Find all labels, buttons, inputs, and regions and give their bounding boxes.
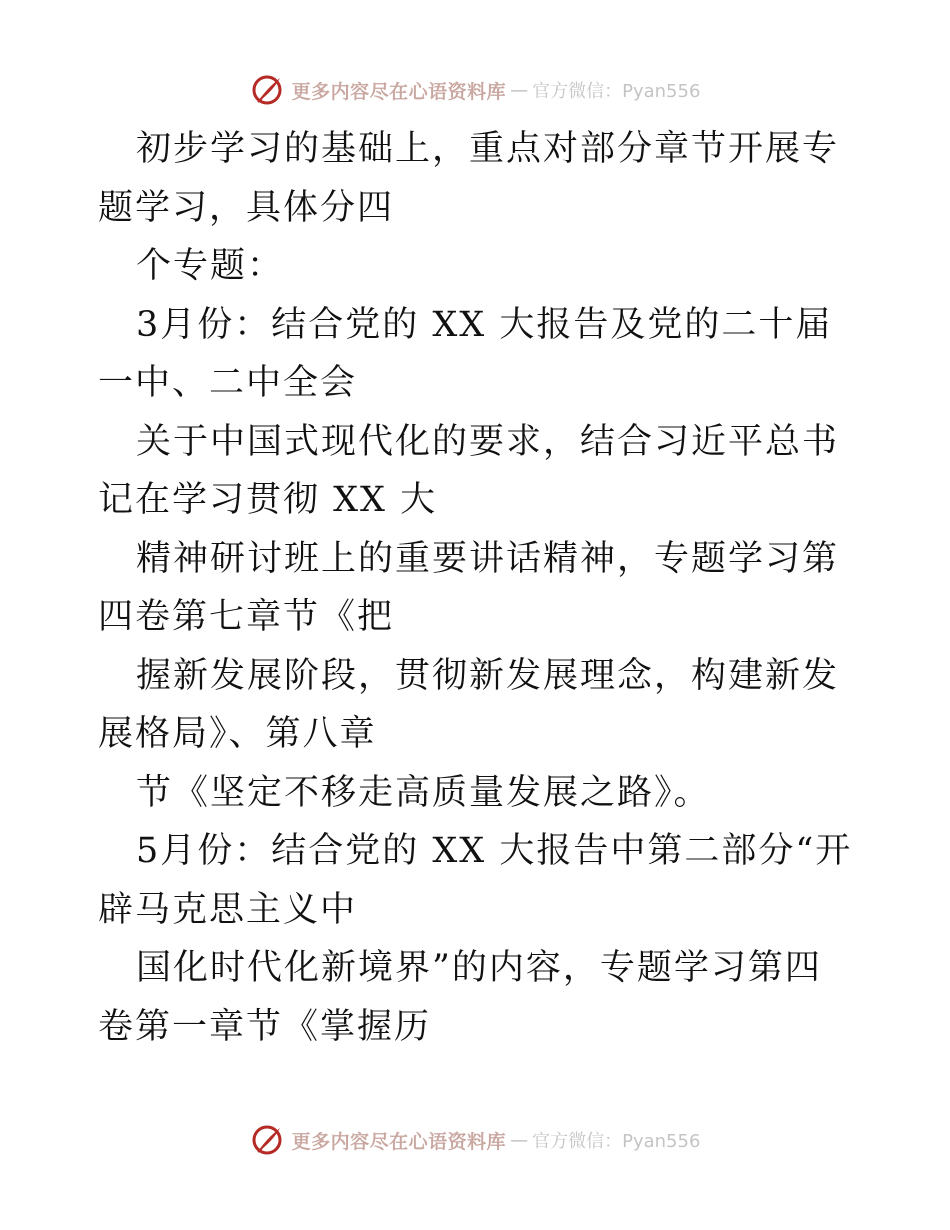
watermark-dash: — — [510, 79, 529, 101]
footer-watermark — [0, 1120, 950, 1160]
header-watermark — [0, 70, 950, 110]
watermark-contact: 官方微信：Pyan556 — [532, 81, 701, 102]
quill-logo-icon — [250, 1123, 284, 1157]
paragraph: 初步学习的基础上，重点对部分章节开展专题学习，具体分四 — [98, 129, 840, 228]
watermark-contact: 官方微信：Pyan556 — [532, 1131, 701, 1152]
watermark-brand: 更多内容尽在心语资料库 — [291, 80, 507, 103]
paragraph: 个专题： — [136, 246, 285, 286]
paragraph: 关于中国式现代化的要求，结合习近平总书记在学习贯彻 XX 大 — [98, 421, 840, 520]
paragraph: 5月份：结合党的 XX 大报告中第二部分“开辟马克思主义中 — [98, 831, 853, 930]
paragraph: 3月份：结合党的 XX 大报告及党的二十届一中、二中全会 — [98, 304, 833, 403]
paragraph: 握新发展阶段，贯彻新发展理念，构建新发展格局》、第八章 — [98, 655, 840, 754]
paragraph: 精神研讨班上的重要讲话精神，专题学习第四卷第七章节《把 — [98, 538, 840, 637]
paragraph: 国化时代化新境界”的内容，专题学习第四卷第一章节《掌握历 — [98, 948, 822, 1047]
paragraph: 节《坚定不移走高质量发展之路》。 — [136, 772, 711, 813]
watermark-dash: — — [510, 1129, 529, 1151]
quill-logo-icon — [250, 73, 284, 107]
watermark-brand: 更多内容尽在心语资料库 — [291, 1130, 507, 1153]
document-body — [98, 120, 853, 1056]
